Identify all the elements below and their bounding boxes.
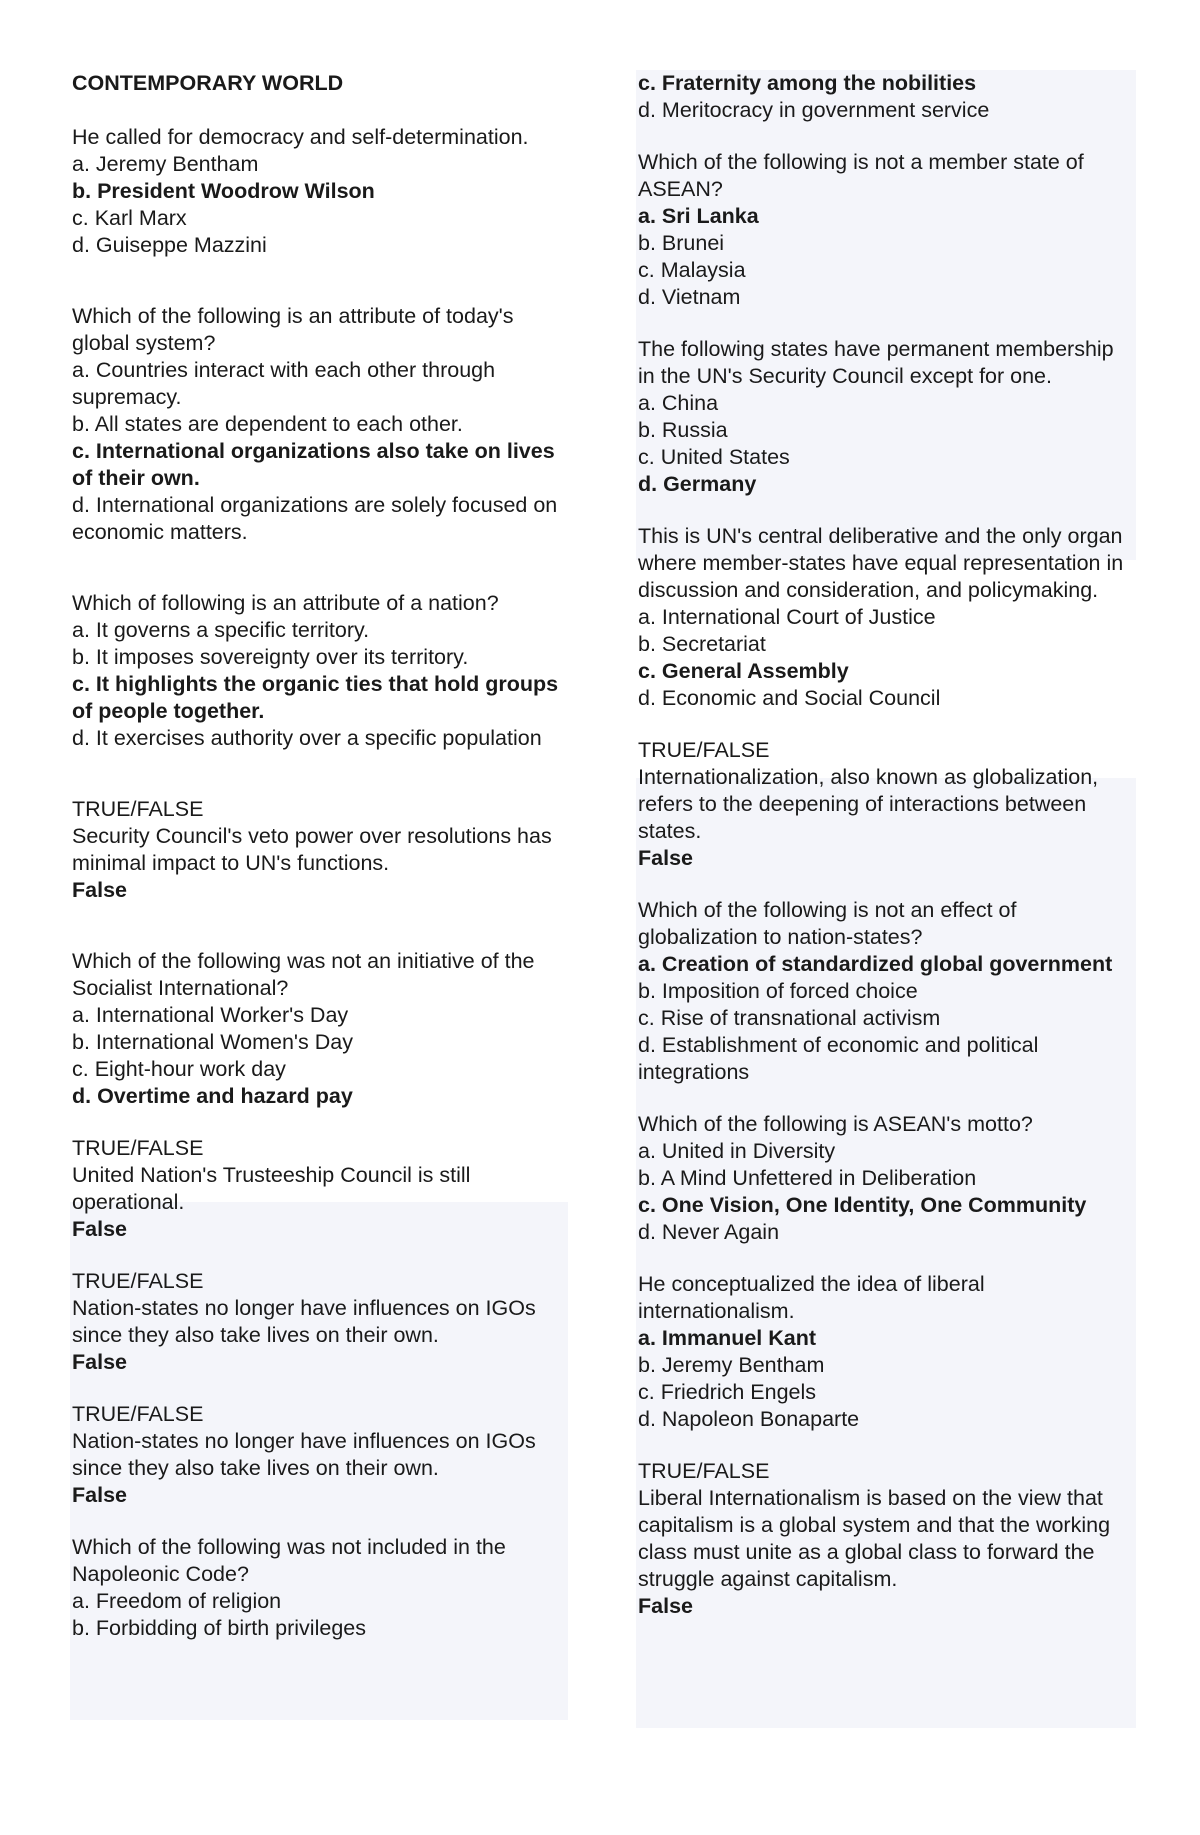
question-item bbox=[638, 897, 1135, 1086]
answer-option: b. It imposes sovereignty over its territory. bbox=[72, 645, 469, 669]
answer-option: b. Brunei bbox=[638, 231, 725, 255]
correct-answer-option: c. International organizations also take on lives of their own. bbox=[72, 439, 555, 490]
question-item bbox=[638, 1111, 1135, 1246]
correct-answer-option: c. It highlights the organic ties that hold groups of people together. bbox=[72, 672, 559, 723]
answer-option: a. International Worker's Day bbox=[72, 1003, 349, 1027]
question-prompt: Which of the following was not included in the Napoleonic Code? bbox=[72, 1535, 506, 1586]
question-item bbox=[638, 149, 1135, 311]
answer-option: c. Karl Marx bbox=[72, 206, 187, 230]
question-item bbox=[72, 948, 567, 1110]
question-type-label: TRUE/FALSE bbox=[72, 1402, 204, 1426]
answer-option: d. It exercises authority over a specific population bbox=[72, 726, 542, 750]
question-type-label: TRUE/FALSE bbox=[638, 1459, 770, 1483]
answer-option: b. Jeremy Bentham bbox=[638, 1353, 825, 1377]
true-false-item bbox=[638, 737, 1135, 872]
question-prompt: Which of the following is not an effect of globalization to nation-states? bbox=[638, 898, 1017, 949]
question-prompt: Internationalization, also known as globalization, refers to the deepening of interactions between states. bbox=[638, 765, 1099, 843]
correct-answer-option: b. President Woodrow Wilson bbox=[72, 179, 375, 203]
answer-option: d. Never Again bbox=[638, 1220, 780, 1244]
question-item bbox=[72, 1534, 567, 1642]
question-prompt: Nation-states no longer have influences on IGOs since they also take lives on their own. bbox=[72, 1296, 536, 1347]
true-false-answer: False bbox=[638, 1594, 693, 1618]
question-prompt: Which of following is an attribute of a nation? bbox=[72, 591, 499, 615]
question-item bbox=[638, 1271, 1135, 1433]
answer-option: a. Countries interact with each other through supremacy. bbox=[72, 358, 496, 409]
question-item bbox=[72, 590, 567, 752]
answer-option: c. United States bbox=[638, 445, 790, 469]
answer-option: a. Jeremy Bentham bbox=[72, 152, 259, 176]
answer-option: b. A Mind Unfettered in Deliberation bbox=[638, 1166, 977, 1190]
question-type-label: TRUE/FALSE bbox=[72, 1269, 204, 1293]
answer-option: c. Friedrich Engels bbox=[638, 1380, 817, 1404]
question-type-label: TRUE/FALSE bbox=[72, 797, 204, 821]
answer-option: b. International Women's Day bbox=[72, 1030, 353, 1054]
question-prompt: He conceptualized the idea of liberal internationalism. bbox=[638, 1272, 985, 1323]
answer-option: d. International organizations are solely focused on economic matters. bbox=[72, 493, 558, 544]
correct-answer-option: c. Fraternity among the nobilities bbox=[638, 71, 977, 95]
answer-option: a. United in Diversity bbox=[638, 1139, 836, 1163]
answer-option: a. It governs a specific territory. bbox=[72, 618, 370, 642]
true-false-item bbox=[72, 1268, 567, 1376]
answer-option: c. Malaysia bbox=[638, 258, 746, 282]
correct-answer-option: a. Creation of standardized global government bbox=[638, 952, 1113, 976]
answer-option: a. Freedom of religion bbox=[72, 1589, 282, 1613]
correct-answer-option: a. Sri Lanka bbox=[638, 204, 759, 228]
question-item bbox=[72, 124, 567, 259]
answer-option: b. Secretariat bbox=[638, 632, 766, 656]
question-item-continued bbox=[638, 70, 1135, 124]
answer-option: c. Eight-hour work day bbox=[72, 1057, 286, 1081]
question-prompt: Which of the following is ASEAN's motto? bbox=[638, 1112, 1033, 1136]
answer-option: d. Economic and Social Council bbox=[638, 686, 941, 710]
question-type-label: TRUE/FALSE bbox=[72, 1136, 204, 1160]
question-prompt: Nation-states no longer have influences on IGOs since they also take lives on their own. bbox=[72, 1429, 536, 1480]
question-prompt: Which of the following is an attribute of today's global system? bbox=[72, 304, 514, 355]
answer-option: b. Russia bbox=[638, 418, 728, 442]
true-false-answer: False bbox=[72, 1217, 127, 1241]
answer-option: d. Meritocracy in government service bbox=[638, 98, 990, 122]
correct-answer-option: c. General Assembly bbox=[638, 659, 849, 683]
true-false-answer: False bbox=[72, 1483, 127, 1507]
true-false-answer: False bbox=[638, 846, 693, 870]
answer-option: d. Establishment of economic and political integrations bbox=[638, 1033, 1039, 1084]
answer-option: a. China bbox=[638, 391, 719, 415]
answer-option: d. Guiseppe Mazzini bbox=[72, 233, 267, 257]
true-false-answer: False bbox=[72, 878, 127, 902]
question-prompt: Which of the following was not an initiative of the Socialist International? bbox=[72, 949, 535, 1000]
answer-option: d. Napoleon Bonaparte bbox=[638, 1407, 860, 1431]
true-false-item bbox=[72, 1135, 567, 1243]
true-false-item bbox=[72, 796, 567, 904]
true-false-answer: False bbox=[72, 1350, 127, 1374]
correct-answer-option: c. One Vision, One Identity, One Community bbox=[638, 1193, 1087, 1217]
answer-option: b. All states are dependent to each other. bbox=[72, 412, 463, 436]
question-item bbox=[72, 303, 567, 546]
page-title: CONTEMPORARY WORLD bbox=[72, 71, 344, 95]
question-prompt: United Nation's Trusteeship Council is still operational. bbox=[72, 1163, 471, 1214]
question-prompt: Which of the following is not a member state of ASEAN? bbox=[638, 150, 1084, 201]
question-prompt: Liberal Internationalism is based on the view that capitalism is a global system and that the working class must unite as a global class to forward the struggle against capitalism. bbox=[638, 1486, 1111, 1591]
true-false-item bbox=[638, 1458, 1135, 1620]
question-prompt: He called for democracy and self-determination. bbox=[72, 125, 529, 149]
correct-answer-option: a. Immanuel Kant bbox=[638, 1326, 817, 1350]
question-type-label: TRUE/FALSE bbox=[638, 738, 770, 762]
right-column bbox=[638, 70, 1135, 1620]
answer-option: d. Vietnam bbox=[638, 285, 741, 309]
answer-option: a. International Court of Justice bbox=[638, 605, 936, 629]
true-false-item bbox=[72, 1401, 567, 1509]
question-item bbox=[638, 523, 1135, 712]
question-prompt: This is UN's central deliberative and the only organ where member-states have equal representation in discussion and consideration, and policymaking. bbox=[638, 524, 1124, 602]
answer-option: b. Forbidding of birth privileges bbox=[72, 1616, 366, 1640]
correct-answer-option: d. Germany bbox=[638, 472, 757, 496]
left-column bbox=[72, 70, 567, 1642]
question-prompt: Security Council's veto power over resolutions has minimal impact to UN's functions. bbox=[72, 824, 552, 875]
question-prompt: The following states have permanent membership in the UN's Security Council except for one. bbox=[638, 337, 1114, 388]
answer-option: b. Imposition of forced choice bbox=[638, 979, 918, 1003]
question-item bbox=[638, 336, 1135, 498]
answer-option: c. Rise of transnational activism bbox=[638, 1006, 941, 1030]
correct-answer-option: d. Overtime and hazard pay bbox=[72, 1084, 353, 1108]
